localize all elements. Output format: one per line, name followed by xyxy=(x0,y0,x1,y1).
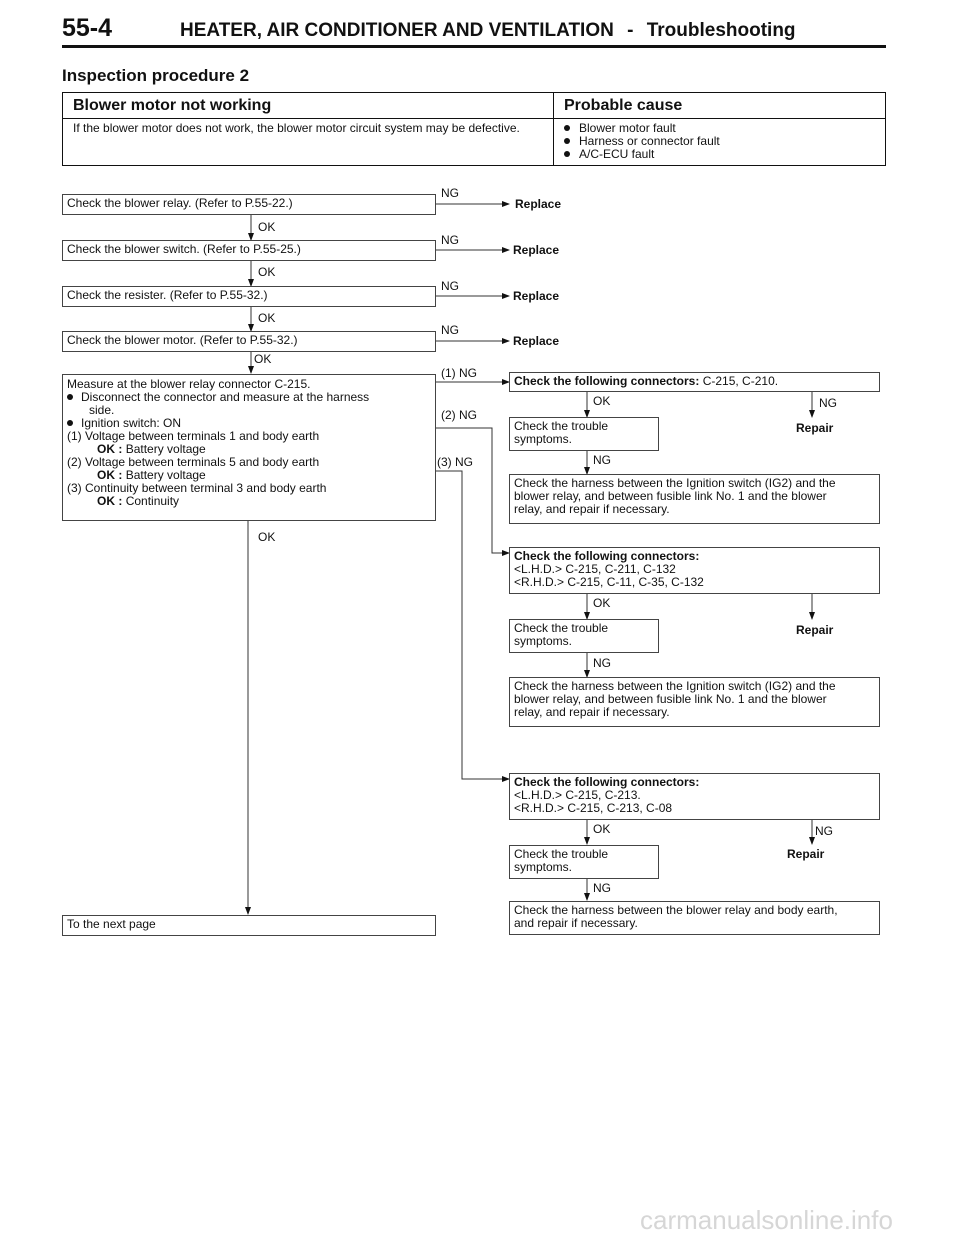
branch3-harness: Check the harness between the blower relay and body earth, and repair if necessary. xyxy=(509,901,880,935)
branch2-check-symptoms: Check the trouble symptoms. xyxy=(509,619,659,653)
measure-box xyxy=(62,374,436,521)
ok-label: OK xyxy=(258,220,276,234)
ok-label: OK xyxy=(593,822,611,836)
watermark: carmanualsonline.info xyxy=(640,1205,893,1235)
branch1-connectors-box: Check the following connectors: C-215, C-210. xyxy=(509,372,880,392)
branch-label-1: (1) NG xyxy=(441,366,477,380)
measure-bullet: Ignition switch: ON xyxy=(67,417,431,430)
ok-label: OK xyxy=(593,394,611,408)
next-page-box: To the next page xyxy=(62,915,436,936)
replace-label: Replace xyxy=(515,197,562,211)
ng-label: NG xyxy=(815,824,833,838)
step-resister: Check the resister. (Refer to P.55-32.) xyxy=(62,286,436,307)
manual-title: HEATER, AIR CONDITIONER AND VENTILATION xyxy=(180,20,614,41)
title-separator: - xyxy=(627,20,634,41)
ng-label: NG xyxy=(593,656,611,670)
branch-label-3: (3) NG xyxy=(437,455,473,469)
ok-label: OK xyxy=(593,596,611,610)
cause-header: Probable cause xyxy=(554,93,886,119)
replace-label: Replace xyxy=(513,243,560,257)
symptom-header: Blower motor not working xyxy=(63,93,554,119)
ng-label: NG xyxy=(441,279,459,293)
bullet-icon xyxy=(67,394,73,400)
ok-label: OK xyxy=(258,311,276,325)
procedure-title: Inspection procedure 2 xyxy=(62,66,250,85)
branch2-connectors-box: Check the following connectors: <L.H.D.> C-215, C-211, C-132 <R.H.D.> C-215, C-11, C-35, C-132 xyxy=(509,547,880,594)
ok-label: OK xyxy=(258,530,276,544)
replace-label: Replace xyxy=(513,334,560,348)
repair-label: Repair xyxy=(796,623,834,637)
repair-label: Repair xyxy=(796,421,834,435)
step-blower-switch: Check the blower switch. (Refer to P.55-25.) xyxy=(62,240,436,261)
measure-bullet-cont: side. xyxy=(89,403,115,417)
ng-label: NG xyxy=(819,396,837,410)
branch1-check-symptoms: Check the trouble symptoms. xyxy=(509,417,659,451)
measure-bullet: Disconnect the connector and measure at the harness xyxy=(67,391,431,404)
cause-item: A/C-ECU fault xyxy=(564,148,875,161)
branch2-harness: Check the harness between the Ignition switch (IG2) and the blower relay, and between fusible link No. 1 and the blower relay, and repair if necessary. xyxy=(509,677,880,727)
cause-item: Harness or connector fault xyxy=(564,135,875,148)
measure-ok-1: OK : Battery voltage xyxy=(97,442,206,456)
measure-item-1: (1) Voltage between terminals 1 and body earth xyxy=(67,429,320,443)
branch3-check-symptoms: Check the trouble symptoms. xyxy=(509,845,659,879)
measure-item-3: (3) Continuity between terminal 3 and body earth xyxy=(67,481,327,495)
symptom-description: If the blower motor does not work, the blower motor circuit system may be defective. xyxy=(73,121,520,135)
ng-label: NG xyxy=(593,453,611,467)
ng-label: NG xyxy=(593,881,611,895)
ok-label: OK xyxy=(254,352,272,366)
page-number: 55-4 xyxy=(62,14,113,42)
section-title: Troubleshooting xyxy=(646,20,796,41)
measure-title: Measure at the blower relay connector C-215. xyxy=(67,377,311,391)
step-blower-motor: Check the blower motor. (Refer to P.55-32.) xyxy=(62,331,436,352)
replace-label: Replace xyxy=(513,289,560,303)
measure-ok-3: OK : Continuity xyxy=(97,494,180,508)
cause-item: Blower motor fault xyxy=(564,122,875,135)
branch-arrow xyxy=(435,471,509,779)
branch1-harness: Check the harness between the Ignition switch (IG2) and the blower relay, and between fusible link No. 1 and the blower relay, and repair if necessary. xyxy=(509,474,880,524)
branch-label-2: (2) NG xyxy=(441,408,477,422)
branch-arrow xyxy=(435,428,509,553)
measure-ok-2: OK : Battery voltage xyxy=(97,468,206,482)
branch3-connectors-box: Check the following connectors: <L.H.D.> C-215, C-213. <R.H.D.> C-215, C-213, C-08 xyxy=(509,773,880,820)
ok-label: OK xyxy=(258,265,276,279)
ng-label: NG xyxy=(441,323,459,337)
bullet-icon xyxy=(67,420,73,426)
ng-label: NG xyxy=(441,186,459,200)
step-blower-relay: Check the blower relay. (Refer to P.55-22.) xyxy=(62,194,436,215)
ng-label: NG xyxy=(441,233,459,247)
repair-label: Repair xyxy=(787,847,825,861)
measure-item-2: (2) Voltage between terminals 5 and body earth xyxy=(67,455,320,469)
